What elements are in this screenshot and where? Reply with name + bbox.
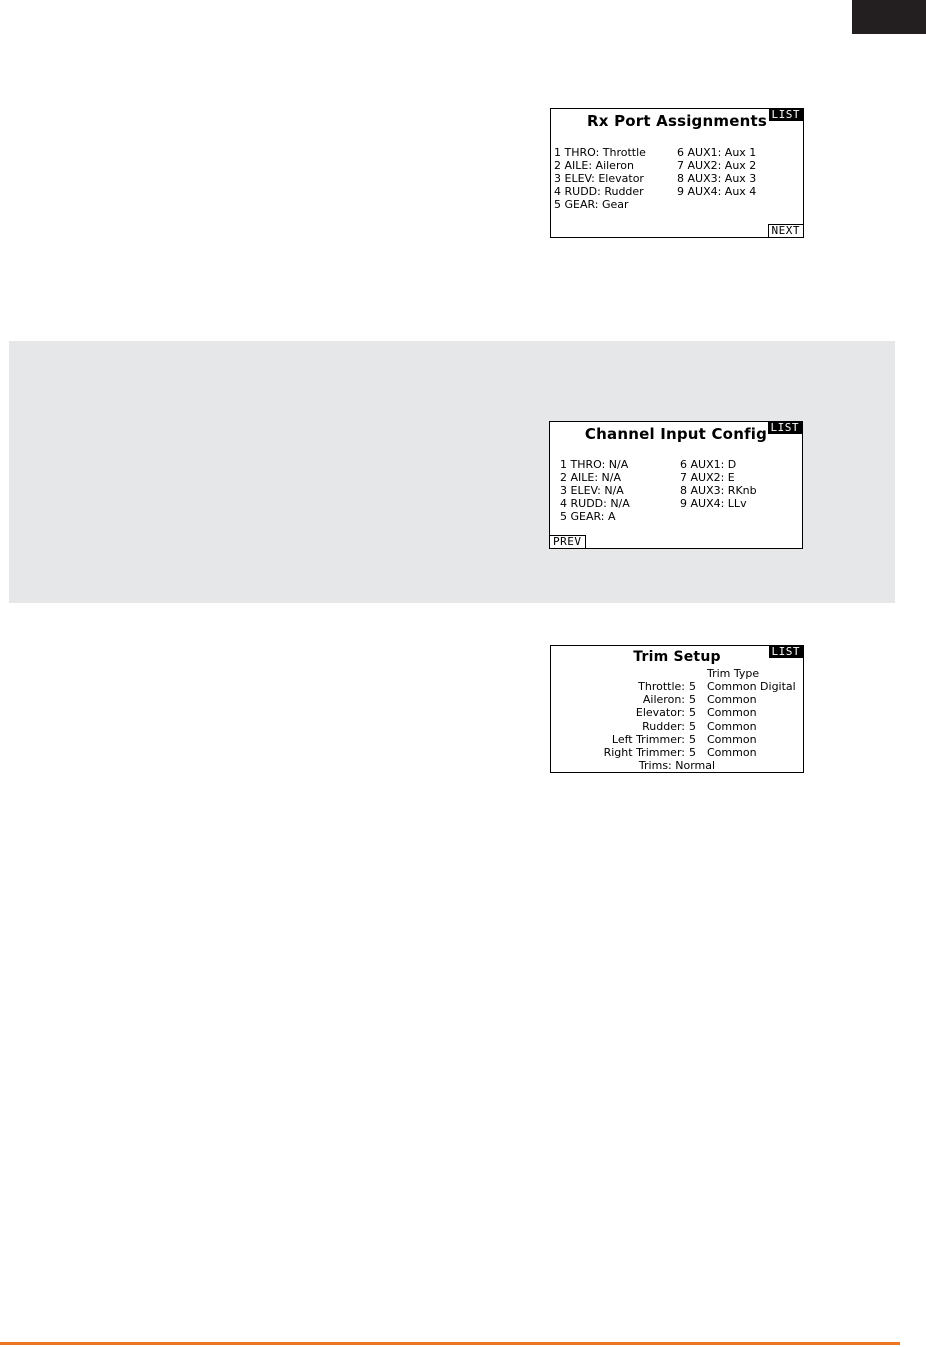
port-row[interactable]: 5 GEAR: Gear bbox=[554, 198, 629, 211]
screen-title: Trim Setup bbox=[633, 649, 721, 665]
trim-value[interactable]: 5 bbox=[689, 732, 696, 746]
port-column-left bbox=[554, 146, 646, 211]
channel-row[interactable]: 4 RUDD: N/A bbox=[560, 497, 630, 510]
port-row[interactable]: 4 RUDD: Rudder bbox=[554, 185, 644, 198]
channel-row[interactable]: 8 AUX3: RKnb bbox=[680, 484, 757, 497]
trim-value[interactable]: 5 bbox=[689, 719, 696, 733]
port-column-right bbox=[677, 146, 756, 198]
channel-column-right bbox=[680, 458, 757, 510]
screen-title: Rx Port Assignments bbox=[587, 112, 767, 130]
footer-rule bbox=[0, 1342, 900, 1345]
trim-row[interactable] bbox=[551, 693, 804, 706]
port-row[interactable]: 7 AUX2: Aux 2 bbox=[677, 159, 757, 172]
trim-type[interactable]: Common bbox=[707, 719, 757, 733]
trim-value[interactable]: 5 bbox=[689, 706, 696, 720]
port-row[interactable]: 2 AILE: Aileron bbox=[554, 159, 634, 172]
channel-input-config-screen bbox=[549, 421, 803, 549]
channel-column-left bbox=[560, 458, 630, 523]
channel-row[interactable]: 3 ELEV: N/A bbox=[560, 484, 624, 497]
trim-label: Aileron: bbox=[642, 693, 685, 707]
trim-row[interactable] bbox=[551, 720, 804, 733]
trim-label: Rudder: bbox=[642, 719, 685, 733]
trim-label: Throttle: bbox=[638, 680, 685, 693]
trim-label: Right Trimmer: bbox=[603, 745, 685, 759]
port-row[interactable]: 9 AUX4: Aux 4 bbox=[677, 185, 757, 198]
trim-row[interactable] bbox=[551, 733, 804, 746]
next-button[interactable]: NEXT bbox=[768, 224, 804, 237]
trim-row[interactable] bbox=[551, 746, 804, 759]
list-button[interactable]: LIST bbox=[768, 422, 803, 434]
port-row[interactable]: 3 ELEV: Elevator bbox=[554, 172, 644, 185]
prev-button[interactable]: PREV bbox=[550, 535, 586, 548]
trim-rows bbox=[551, 680, 804, 759]
port-row[interactable]: 6 AUX1: Aux 1 bbox=[677, 146, 757, 159]
trim-label: Left Trimmer: bbox=[611, 732, 685, 746]
trim-type[interactable]: Common bbox=[707, 706, 757, 720]
trim-label: Elevator: bbox=[635, 706, 685, 720]
trim-value[interactable]: 5 bbox=[689, 693, 696, 707]
trim-row[interactable] bbox=[551, 680, 804, 693]
trim-setup-screen bbox=[550, 645, 804, 773]
trim-type[interactable]: Common Digital bbox=[707, 680, 796, 693]
trim-type[interactable]: Common bbox=[707, 732, 757, 746]
trim-type-header: Trim Type bbox=[707, 667, 760, 680]
trims-mode[interactable]: Trims: Normal bbox=[638, 759, 716, 772]
channel-row[interactable]: 9 AUX4: LLv bbox=[680, 497, 747, 510]
trim-row[interactable] bbox=[551, 706, 804, 719]
port-row[interactable]: 1 THRO: Throttle bbox=[554, 146, 646, 159]
rx-port-assignments-screen bbox=[550, 108, 804, 238]
channel-row[interactable]: 6 AUX1: D bbox=[680, 458, 737, 471]
page-corner-tab bbox=[852, 0, 926, 34]
trim-value[interactable]: 5 bbox=[689, 745, 696, 759]
trim-type[interactable]: Common bbox=[707, 693, 757, 707]
trim-type[interactable]: Common bbox=[707, 745, 757, 759]
screen-title: Channel Input Config bbox=[584, 425, 768, 443]
channel-row[interactable]: 2 AILE: N/A bbox=[560, 471, 622, 484]
list-button[interactable]: LIST bbox=[769, 646, 804, 658]
channel-row[interactable]: 7 AUX2: E bbox=[680, 471, 735, 484]
channel-row[interactable]: 1 THRO: N/A bbox=[560, 458, 629, 471]
list-button[interactable]: LIST bbox=[769, 109, 804, 121]
trim-value[interactable]: 5 bbox=[689, 680, 696, 693]
channel-row[interactable]: 5 GEAR: A bbox=[560, 510, 616, 523]
port-row[interactable]: 8 AUX3: Aux 3 bbox=[677, 172, 757, 185]
